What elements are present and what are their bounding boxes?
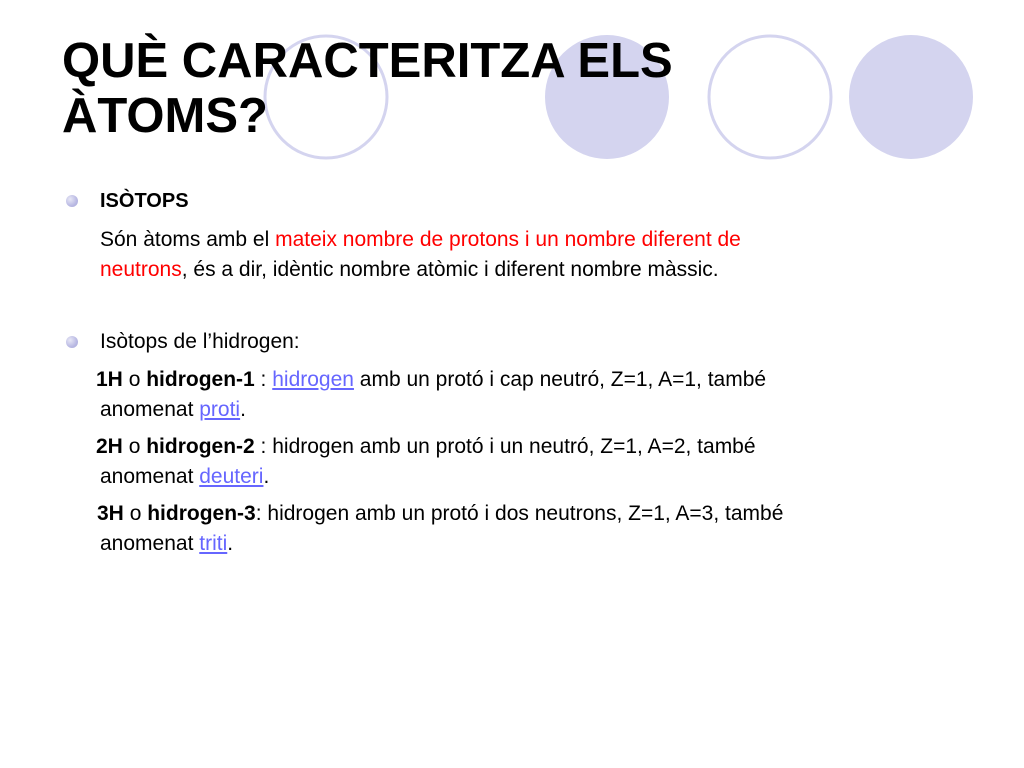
hydrogen-item-3 <box>97 499 960 559</box>
isotops-def-red-2: neutrons <box>100 258 182 281</box>
item-3-end: . <box>227 532 234 555</box>
item-2-end: . <box>263 465 270 488</box>
hydrogen-item-1 <box>96 365 960 425</box>
item-1-symbol: 1H <box>96 368 123 391</box>
title-line-1: QUÈ CARACTERITZA ELS <box>62 34 673 88</box>
isotops-def-post: , és a dir, idèntic nombre atòmic i diferent nombre màssic. <box>181 258 719 281</box>
hydrogen-heading: Isòtops de l’hidrogen: <box>100 330 300 353</box>
item-1-aka: anomenat <box>100 398 200 421</box>
item-1-name: hidrogen-1 <box>146 368 255 391</box>
title-line-2: ÀTOMS? <box>62 89 268 143</box>
bullet-dot-icon <box>66 336 78 348</box>
isotops-heading: ISÒTOPS <box>100 190 189 212</box>
item-1-conj: o <box>122 368 147 391</box>
link-hidrogen[interactable]: hidrogen <box>272 368 354 391</box>
item-3-symbol: 3H <box>97 502 124 525</box>
slide-title <box>62 34 822 144</box>
item-1-end: . <box>240 398 246 421</box>
link-proti[interactable]: proti <box>199 398 241 421</box>
item-2-conj: o <box>122 435 147 458</box>
bullet-dot-icon <box>66 195 78 207</box>
item-3-name: hidrogen-3 <box>147 502 256 525</box>
item-2-symbol: 2H <box>96 435 123 458</box>
deco-circle-4 <box>849 35 973 159</box>
item-3-desc: : hidrogen amb un protó i dos neutrons, Z=1, A=3, també <box>255 502 784 525</box>
item-2-name: hidrogen-2 <box>146 435 255 458</box>
isotops-def-red-1: mateix nombre de protons i un nombre diferent de <box>275 228 741 251</box>
link-deuteri[interactable]: deuteri <box>199 465 264 488</box>
isotops-definition <box>100 225 960 285</box>
hydrogen-item-2 <box>96 432 960 492</box>
item-3-aka: anomenat <box>100 532 200 555</box>
isotops-def-pre: Són àtoms amb el <box>100 228 276 251</box>
item-2-desc: : hidrogen amb un protó i un neutró, Z=1, A=2, també <box>254 435 756 458</box>
link-triti[interactable]: triti <box>199 532 228 555</box>
item-1-desc: amb un protó i cap neutró, Z=1, A=1, també <box>353 368 767 391</box>
item-2-aka: anomenat <box>100 465 200 488</box>
item-1-sep: : <box>254 368 273 391</box>
item-3-conj: o <box>123 502 148 525</box>
